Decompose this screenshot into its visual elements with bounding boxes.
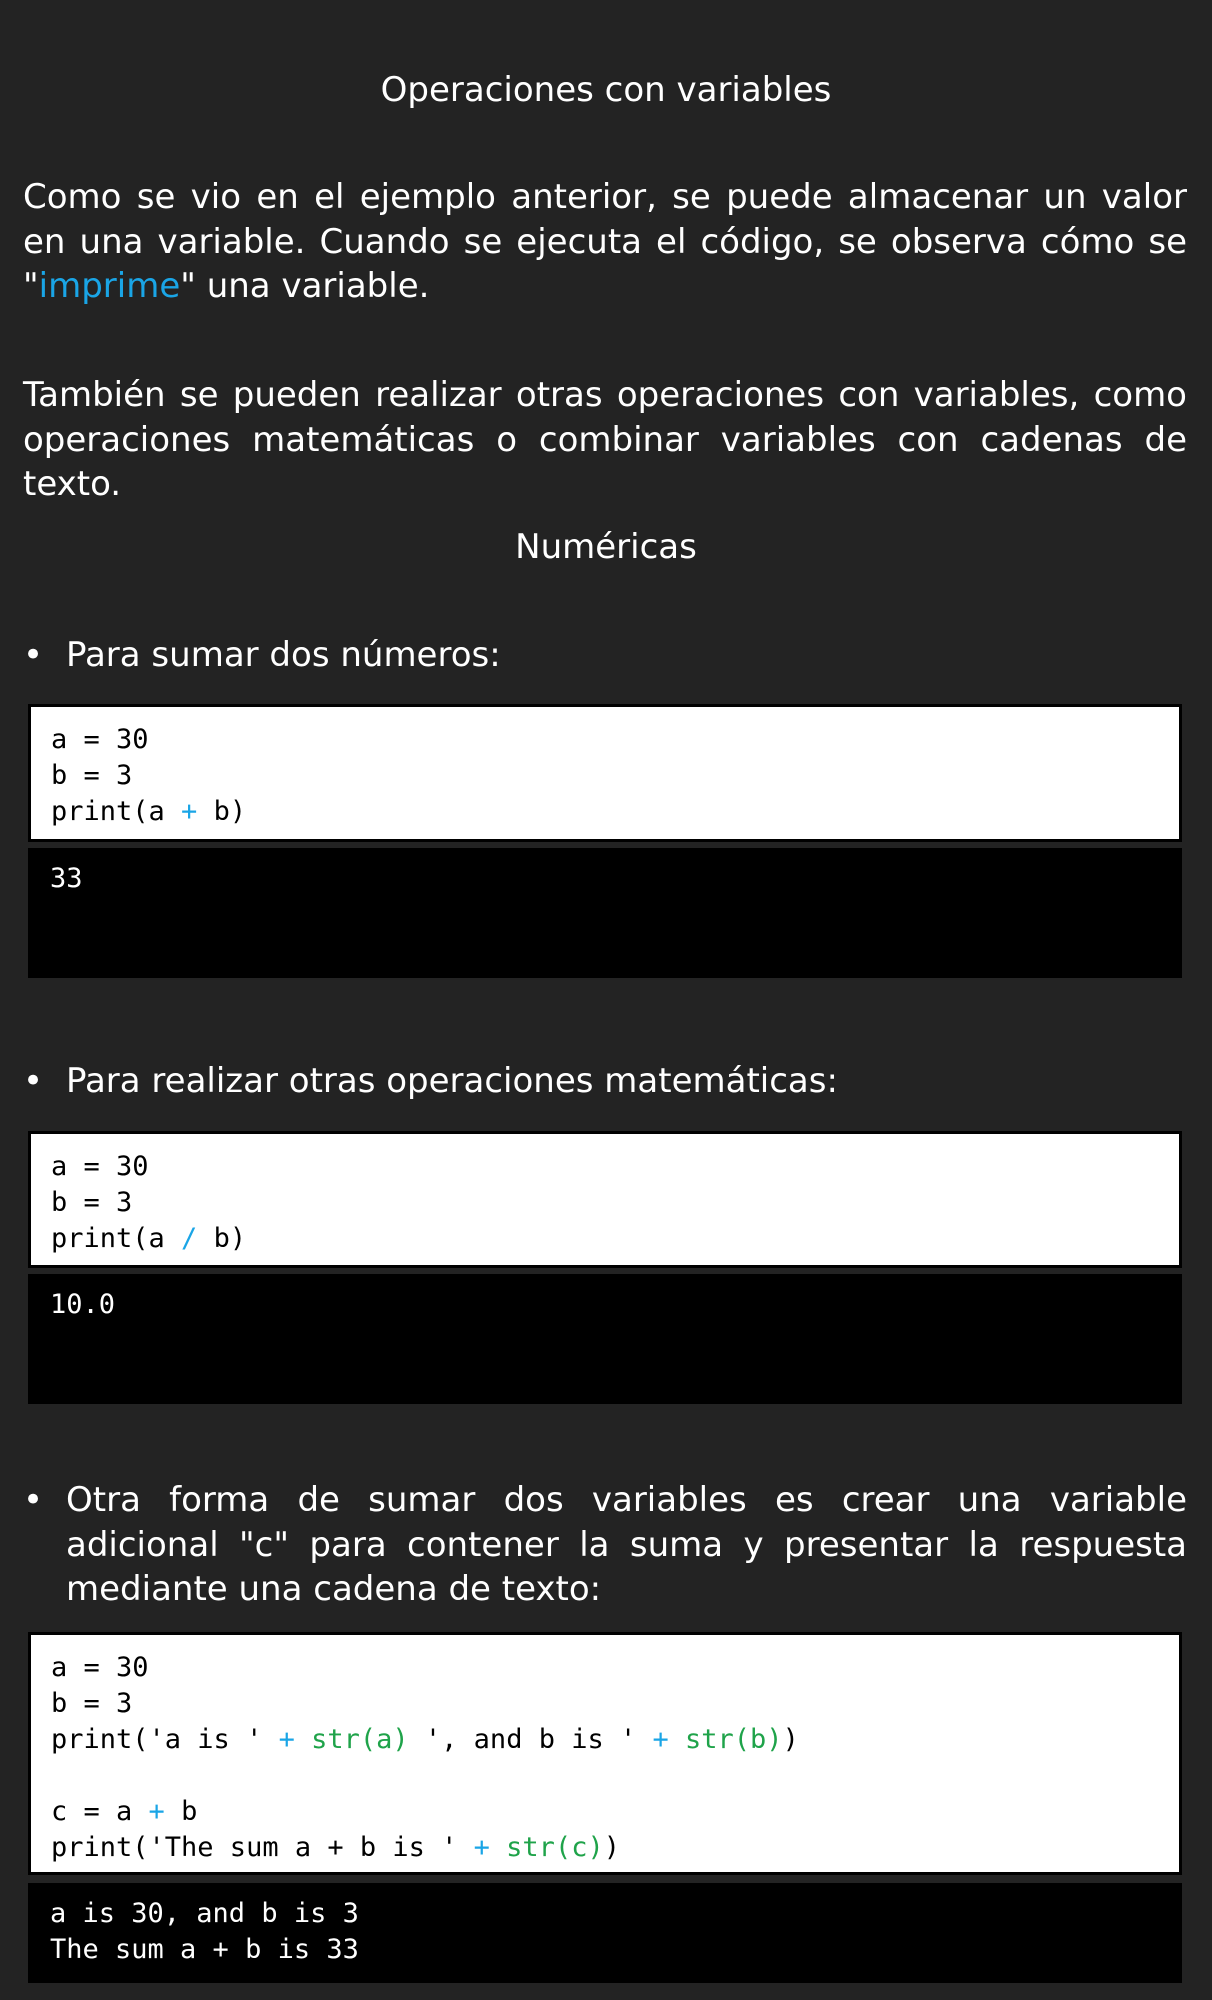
code-line: print(a / b)	[51, 1223, 247, 1254]
code-line: b = 3	[51, 1187, 133, 1218]
second-paragraph: También se pueden realizar otras operaciones con variables, como operaciones matemáticas o combinar variables con cadenas de texto.	[23, 375, 1187, 504]
operator: +	[652, 1724, 669, 1755]
output-line: a is 30, and b is 3	[50, 1898, 359, 1929]
output-line: 10.0	[50, 1289, 116, 1320]
operator: /	[181, 1223, 198, 1254]
function-call: str(a)	[311, 1724, 409, 1755]
code-line: b = 3	[51, 760, 133, 791]
code-line: print('The sum a + b is ' + str(c))	[51, 1832, 620, 1863]
operator: +	[278, 1724, 295, 1755]
code-line: a = 30	[51, 1652, 149, 1683]
code-line: print('a is ' + str(a) ', and b is ' + str(b))	[51, 1724, 799, 1755]
code-block-division[interactable]	[28, 1131, 1182, 1268]
code-line-blank	[51, 1758, 1179, 1794]
intro-text-2: " una variable.	[180, 266, 430, 306]
output-line: 33	[50, 863, 83, 894]
function-call: str(c)	[506, 1832, 604, 1863]
code-block-concat[interactable]	[28, 1632, 1182, 1875]
code-line: a = 30	[51, 724, 149, 755]
bullet-dot: •	[23, 1061, 44, 1101]
intro-paragraph	[23, 175, 1187, 309]
bullet-text-math: Para realizar otras operaciones matemáticas:	[66, 1061, 838, 1101]
imprime-link[interactable]: imprime	[38, 266, 181, 306]
operator: +	[181, 796, 198, 827]
operator: +	[148, 1796, 165, 1827]
output-block-concat	[28, 1883, 1182, 1983]
output-line: The sum a + b is 33	[50, 1934, 359, 1965]
bullet-text-concat: Otra forma de sumar dos variables es crear una variable adicional "c" para contener la suma y presentar la respuesta mediante una cadena de texto:	[66, 1480, 1187, 1609]
code-line: print(a + b)	[51, 796, 247, 827]
function-call: str(b)	[685, 1724, 783, 1755]
operator: +	[473, 1832, 490, 1863]
output-block-sum	[28, 848, 1182, 978]
bullet-text-sum: Para sumar dos números:	[66, 635, 501, 675]
code-line: c = a + b	[51, 1796, 198, 1827]
output-block-division	[28, 1274, 1182, 1404]
code-block-sum[interactable]	[28, 704, 1182, 842]
intro-text-1: Como se vio en el ejemplo anterior, se puede almacenar un valor en una variable. Cuando se ejecuta el código, se observa cómo se "	[23, 177, 1187, 306]
code-line: b = 3	[51, 1688, 133, 1719]
section-title: Numéricas	[515, 527, 697, 567]
bullet-dot: •	[23, 635, 44, 675]
code-line: a = 30	[51, 1151, 149, 1182]
bullet-dot: •	[23, 1480, 44, 1520]
page-title: Operaciones con variables	[380, 70, 832, 110]
